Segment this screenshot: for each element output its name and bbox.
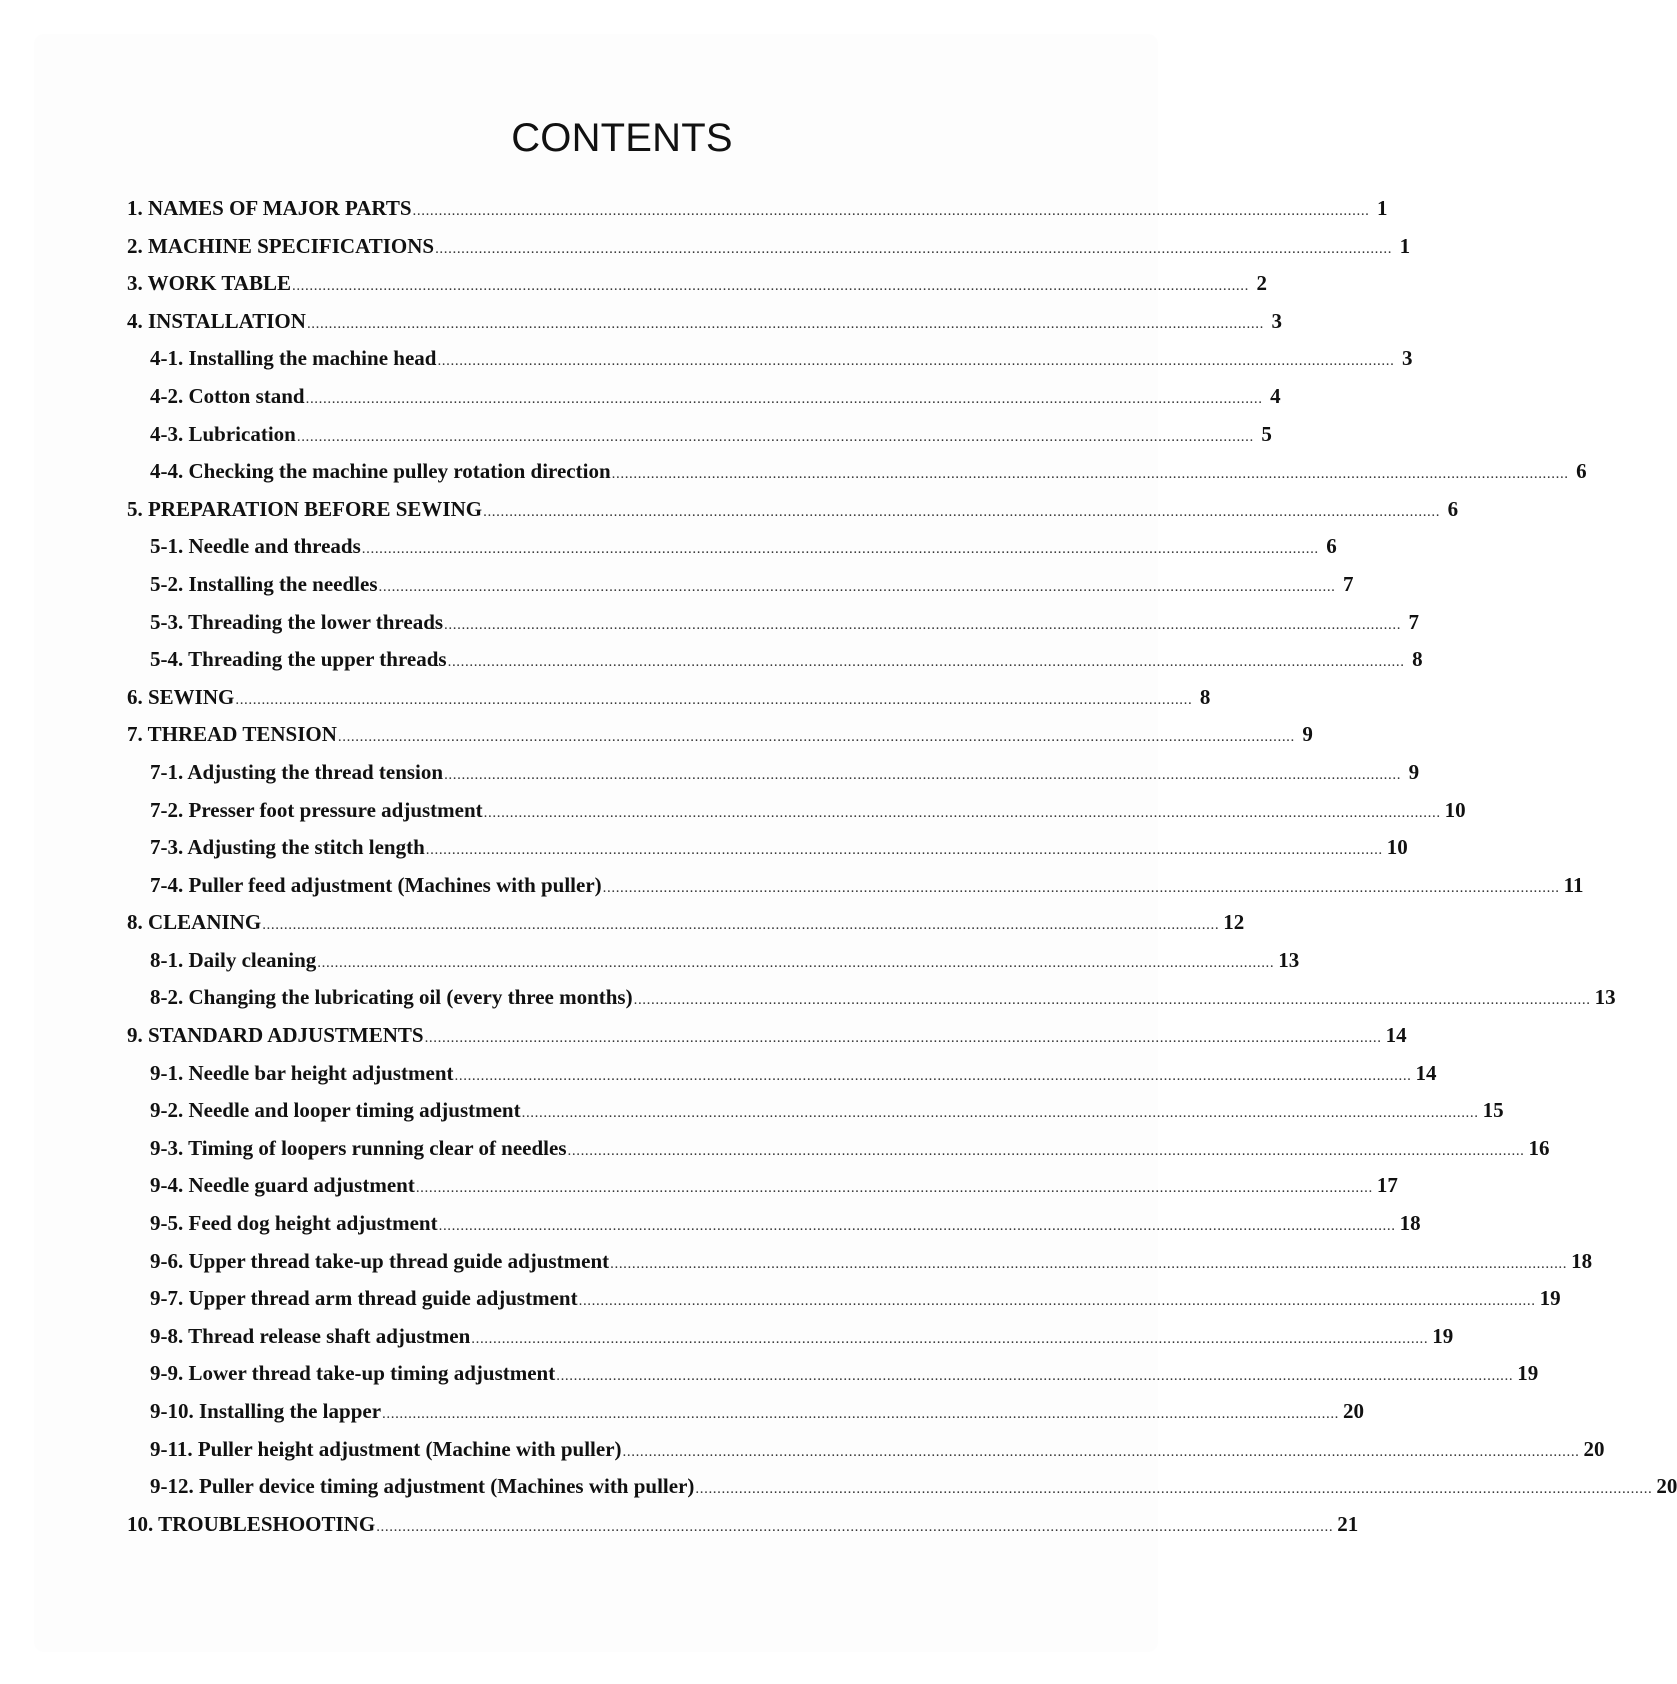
toc-entry[interactable]	[127, 1393, 1365, 1431]
toc-entry-label: 9-12. Puller device timing adjustment (Machines with puller)	[150, 1474, 695, 1499]
toc-entry-label: 7-1. Adjusting the thread tension	[150, 759, 444, 784]
toc-entry-page-number: 20	[1583, 1436, 1605, 1461]
toc-entry[interactable]	[127, 641, 1423, 679]
toc-entry-label: 1. NAMES OF MAJOR PARTS	[127, 196, 412, 220]
toc-entry-label: 9-3. Timing of loopers running clear of needles	[150, 1135, 567, 1160]
toc-entry[interactable]	[127, 303, 1282, 341]
toc-entry-page-number: 20	[1656, 1474, 1677, 1499]
page-title: CONTENTS	[511, 116, 733, 160]
dot-leader: ............................................................................................................................................................................................................................	[578, 1293, 1536, 1310]
toc-entry-page-number: 1	[1399, 233, 1411, 258]
dot-leader: ............................................................................................................................................................................................................................	[337, 729, 1295, 746]
toc-entry-label: 8-1. Daily cleaning	[150, 947, 317, 972]
toc-entry-label: 5-4. Threading the upper threads	[150, 647, 447, 672]
dot-leader: ............................................................................................................................................................................................................................	[296, 428, 1254, 445]
toc-entry-label: 7. THREAD TENSION	[127, 722, 337, 747]
toc-entry-page-number: 13	[1594, 985, 1616, 1010]
toc-entry-label: 5. PREPARATION BEFORE SEWING	[127, 496, 483, 521]
toc-entry-page-number: 7	[1343, 571, 1354, 596]
toc-entry-label: 4-2. Cotton stand	[150, 383, 305, 408]
toc-entry[interactable]	[127, 792, 1466, 830]
toc-entry[interactable]	[127, 1280, 1561, 1318]
toc-entry-label: 9-5. Feed dog height adjustment	[150, 1211, 438, 1236]
toc-entry-page-number: 5	[1261, 421, 1272, 446]
toc-entry[interactable]	[127, 867, 1584, 905]
toc-entry-page-number: 8	[1199, 684, 1211, 709]
dot-leader: ............................................................................................................................................................................................................................	[633, 992, 1591, 1009]
toc-entry-label: 5-2. Installing the needles	[150, 571, 378, 596]
dot-leader: ............................................................................................................................................................................................................................	[611, 466, 1569, 483]
toc-entry-page-number: 6	[1447, 496, 1459, 521]
toc-entry[interactable]	[127, 1205, 1421, 1243]
toc-entry[interactable]	[127, 754, 1420, 792]
toc-entry-label: 9-9. Lower thread take-up timing adjustment	[150, 1361, 556, 1386]
dot-leader: ............................................................................................................................................................................................................................	[483, 804, 1441, 821]
dot-leader: ............................................................................................................................................................................................................................	[622, 1443, 1580, 1460]
dot-leader: ............................................................................................................................................................................................................................	[602, 879, 1560, 896]
toc-entry-label: 9-10. Installing the lapper	[150, 1399, 382, 1423]
toc-entry[interactable]	[127, 190, 1388, 228]
toc-entry-label: 4. INSTALLATION	[127, 308, 306, 333]
toc-entry-page-number: 19	[1432, 1323, 1454, 1348]
toc-entry-page-number: 18	[1399, 1211, 1421, 1236]
toc-entry-page-number: 10	[1386, 835, 1408, 860]
toc-entry-label: 6. SEWING	[127, 684, 235, 709]
toc-entry-page-number: 14	[1415, 1060, 1437, 1085]
toc-entry-label: 10. TROUBLESHOOTING	[127, 1511, 376, 1536]
dot-leader: ............................................................................................................................................................................................................................	[567, 1142, 1525, 1159]
dot-leader: ............................................................................................................................................................................................................................	[437, 353, 1395, 370]
dot-leader: ............................................................................................................................................................................................................................	[695, 1481, 1653, 1498]
toc-entry[interactable]	[127, 1431, 1605, 1469]
toc-entry-page-number: 3	[1401, 346, 1413, 371]
toc-entry[interactable]	[127, 1130, 1550, 1168]
toc-entry[interactable]	[127, 453, 1587, 491]
toc-entry-page-number: 10	[1444, 797, 1466, 822]
toc-entry-label: 8. CLEANING	[127, 910, 262, 935]
toc-entry-page-number: 7	[1408, 609, 1420, 634]
dot-leader: ............................................................................................................................................................................................................................	[306, 315, 1264, 332]
dot-leader: ............................................................................................................................................................................................................................	[291, 278, 1249, 295]
toc-entry[interactable]	[127, 942, 1300, 980]
dot-leader: ............................................................................................................................................................................................................................	[454, 1067, 1412, 1084]
toc-entry-label: 9-2. Needle and looper timing adjustment	[150, 1098, 521, 1123]
toc-entry-page-number: 21	[1337, 1511, 1359, 1536]
dot-leader: ............................................................................................................................................................................................................................	[444, 766, 1402, 783]
toc-entry-page-number: 14	[1385, 1023, 1407, 1048]
dot-leader: ............................................................................................................................................................................................................................	[444, 616, 1402, 633]
table-of-contents	[127, 190, 1677, 1543]
dot-leader: ............................................................................................................................................................................................................................	[447, 654, 1405, 671]
toc-entry-page-number: 16	[1528, 1135, 1550, 1160]
toc-entry[interactable]	[127, 1468, 1677, 1506]
toc-entry-label: 9-7. Upper thread arm thread guide adjustment	[150, 1286, 578, 1311]
toc-entry[interactable]	[127, 378, 1281, 416]
dot-leader: ............................................................................................................................................................................................................................	[361, 541, 1319, 558]
toc-entry-page-number: 17	[1376, 1173, 1398, 1198]
toc-entry-page-number: 6	[1326, 534, 1337, 559]
toc-entry[interactable]	[127, 1092, 1504, 1130]
toc-entry-label: 2. MACHINE SPECIFICATIONS	[127, 233, 435, 258]
dot-leader: ............................................................................................................................................................................................................................	[610, 1255, 1568, 1272]
toc-entry-label: 4-4. Checking the machine pulley rotation direction	[150, 459, 611, 484]
toc-entry-label: 9-6. Upper thread take-up thread guide adjustment	[150, 1248, 610, 1273]
toc-entry-page-number: 1	[1377, 196, 1388, 220]
toc-entry[interactable]	[127, 1055, 1437, 1093]
toc-entry-label: 9. STANDARD ADJUSTMENTS	[127, 1023, 424, 1048]
toc-entry-page-number: 12	[1223, 910, 1245, 935]
toc-entry[interactable]	[127, 1355, 1539, 1393]
toc-entry-page-number: 13	[1278, 947, 1300, 972]
dot-leader: ............................................................................................................................................................................................................................	[483, 503, 1441, 520]
toc-entry-page-number: 19	[1517, 1361, 1539, 1386]
toc-entry[interactable]	[127, 1167, 1398, 1205]
toc-entry-page-number: 4	[1270, 383, 1281, 408]
toc-entry[interactable]	[127, 416, 1272, 454]
toc-entry[interactable]	[127, 679, 1211, 717]
toc-entry[interactable]	[127, 904, 1245, 942]
dot-leader: ............................................................................................................................................................................................................................	[235, 691, 1193, 708]
toc-entry[interactable]	[127, 604, 1420, 642]
toc-entry-page-number: 19	[1539, 1286, 1561, 1311]
toc-entry-page-number: 6	[1576, 459, 1587, 484]
toc-entry-page-number: 3	[1271, 308, 1282, 333]
toc-entry-page-number: 11	[1563, 872, 1584, 897]
toc-entry-label: 7-4. Puller feed adjustment (Machines with puller)	[150, 872, 602, 897]
dot-leader: ............................................................................................................................................................................................................................	[415, 1180, 1373, 1197]
dot-leader: ............................................................................................................................................................................................................................	[376, 1518, 1334, 1535]
toc-entry-page-number: 2	[1256, 271, 1267, 296]
dot-leader: ............................................................................................................................................................................................................................	[435, 240, 1393, 257]
toc-entry-label: 9-1. Needle bar height adjustment	[150, 1060, 454, 1085]
toc-entry[interactable]	[127, 979, 1616, 1017]
toc-entry[interactable]	[127, 491, 1459, 529]
dot-leader: ............................................................................................................................................................................................................................	[438, 1218, 1396, 1235]
toc-entry-label: 5-1. Needle and threads	[150, 534, 361, 559]
toc-entry-page-number: 20	[1343, 1399, 1365, 1423]
toc-entry[interactable]	[127, 829, 1408, 867]
toc-entry[interactable]	[127, 528, 1337, 566]
toc-entry-page-number: 9	[1302, 722, 1313, 747]
dot-leader: ............................................................................................................................................................................................................................	[412, 203, 1370, 219]
dot-leader: ............................................................................................................................................................................................................................	[305, 390, 1263, 407]
toc-entry[interactable]	[127, 265, 1267, 303]
toc-entry-label: 3. WORK TABLE	[127, 271, 291, 296]
toc-entry-page-number: 18	[1571, 1248, 1593, 1273]
toc-entry[interactable]	[127, 566, 1354, 604]
toc-entry-label: 7-3. Adjusting the stitch length	[150, 835, 425, 860]
toc-entry-label: 9-11. Puller height adjustment (Machine with puller)	[150, 1436, 622, 1461]
toc-entry-page-number: 15	[1482, 1098, 1504, 1123]
dot-leader: ............................................................................................................................................................................................................................	[556, 1368, 1514, 1385]
toc-entry[interactable]	[127, 1017, 1407, 1055]
toc-entry[interactable]	[127, 340, 1413, 378]
toc-entry[interactable]	[127, 228, 1411, 266]
toc-entry-label: 7-2. Presser foot pressure adjustment	[150, 797, 483, 822]
dot-leader: ............................................................................................................................................................................................................................	[471, 1330, 1429, 1347]
dot-leader: ............................................................................................................................................................................................................................	[382, 1406, 1340, 1422]
toc-entry-label: 9-8. Thread release shaft adjustmen	[150, 1323, 471, 1348]
toc-entry-label: 5-3. Threading the lower threads	[150, 609, 444, 634]
dot-leader: ............................................................................................................................................................................................................................	[262, 917, 1220, 934]
dot-leader: ............................................................................................................................................................................................................................	[424, 1030, 1382, 1047]
toc-entry[interactable]	[127, 1506, 1359, 1544]
toc-entry[interactable]	[127, 716, 1313, 754]
dot-leader: ............................................................................................................................................................................................................................	[378, 578, 1336, 595]
toc-entry[interactable]	[127, 1243, 1593, 1281]
toc-entry-page-number: 8	[1412, 647, 1423, 672]
toc-entry-label: 4-3. Lubrication	[150, 421, 296, 446]
toc-entry-label: 4-1. Installing the machine head	[150, 346, 437, 371]
dot-leader: ............................................................................................................................................................................................................................	[425, 842, 1383, 859]
dot-leader: ............................................................................................................................................................................................................................	[521, 1105, 1479, 1122]
toc-entry-label: 9-4. Needle guard adjustment	[150, 1173, 415, 1198]
toc-entry-page-number: 9	[1408, 759, 1420, 784]
toc-entry[interactable]	[127, 1318, 1454, 1356]
toc-entry-label: 8-2. Changing the lubricating oil (every three months)	[150, 985, 633, 1010]
dot-leader: ............................................................................................................................................................................................................................	[317, 954, 1275, 971]
